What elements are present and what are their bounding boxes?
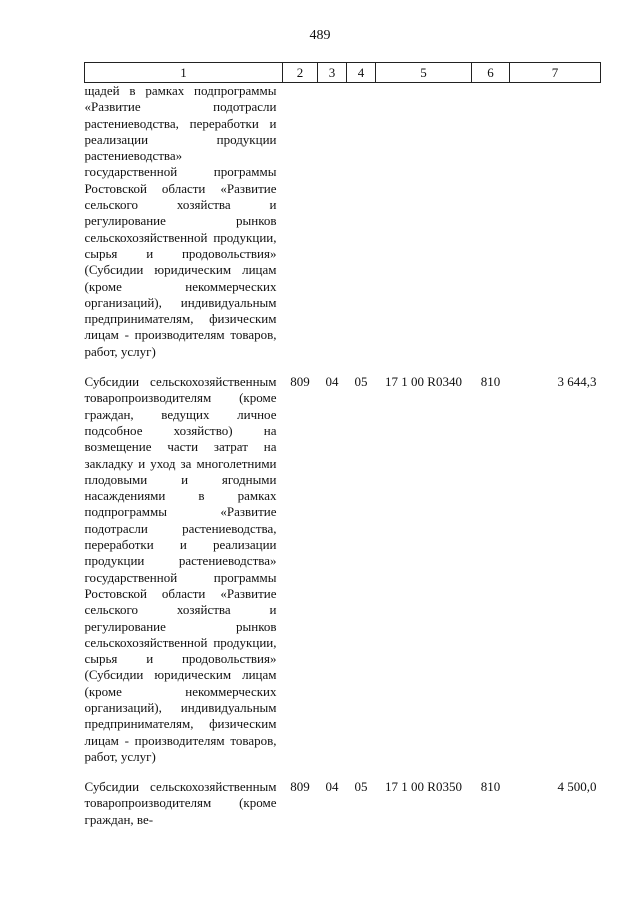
column-header-7: 7 xyxy=(510,63,601,83)
column-header-3: 3 xyxy=(318,63,347,83)
row-amount xyxy=(510,83,601,361)
row-ministry-code: 809 xyxy=(290,779,310,795)
row-description: Субсидии сельскохозяйственным товаропроизводителям (кроме граждан, ве- xyxy=(84,779,277,827)
table-row xyxy=(85,360,601,765)
table-row xyxy=(85,765,601,828)
row-expense-type-code xyxy=(472,83,510,361)
row-description: Субсидии сельскохозяйственным товаропроизводителям (кроме граждан, ведущих личное подсобное хозяйство) на возмещение части затрат на закладку и уход за многолетними плодовыми и ягодными насаждениями в рамках подпрограммы «Развитие подотрасли растениеводства, переработки и реализации продукции растениеводства» государственной программы Ростовской области «Развитие сельского хозяйства и регулирование рынков сельскохозяйственной продукции, сырья и продовольствия» (Субсидии юридическим лицам (кроме некоммерческих организаций), индивидуальным предпринимателям, физическим лицам - производителям товаров, работ, услуг) xyxy=(84,374,277,764)
row-expense-type-code: 810 xyxy=(480,374,501,390)
row-target-code: 17 1 00 R0350 xyxy=(385,779,462,795)
row-ministry-code xyxy=(283,83,318,361)
row-subsection-code xyxy=(347,83,376,361)
column-header-6: 6 xyxy=(472,63,510,83)
column-header-1: 1 xyxy=(85,63,283,83)
row-section-code: 04 xyxy=(325,779,339,795)
row-amount: 3 644,3 xyxy=(557,374,597,390)
row-subsection-code: 05 xyxy=(354,779,368,795)
column-header-4: 4 xyxy=(347,63,376,83)
column-header-5: 5 xyxy=(376,63,472,83)
row-section-code: 04 xyxy=(325,374,339,390)
table-row xyxy=(85,83,601,361)
row-target-code: 17 1 00 R0340 xyxy=(385,374,462,390)
row-description: щадей в рамках подпрограммы «Развитие подотрасли растениеводства, переработки и реализации продукции растениеводства» государственной программы Ростовской области «Развитие сельского хозяйства и регулирование рынков сельскохозяйственной продукции, сырья и продовольствия» (Субсидии юридическим лицам (кроме некоммерческих организаций), индивидуальным предпринимателям, физическим лицам - производителям товаров, работ, услуг) xyxy=(84,83,277,359)
page-number: 489 xyxy=(309,28,331,43)
row-amount: 4 500,0 xyxy=(557,779,597,795)
row-expense-type-code: 810 xyxy=(480,779,501,795)
header-row xyxy=(85,63,601,83)
budget-table xyxy=(84,62,601,828)
row-section-code xyxy=(318,83,347,361)
row-ministry-code: 809 xyxy=(290,374,310,390)
row-subsection-code: 05 xyxy=(354,374,368,390)
column-header-2: 2 xyxy=(283,63,318,83)
row-target-code xyxy=(376,83,472,361)
